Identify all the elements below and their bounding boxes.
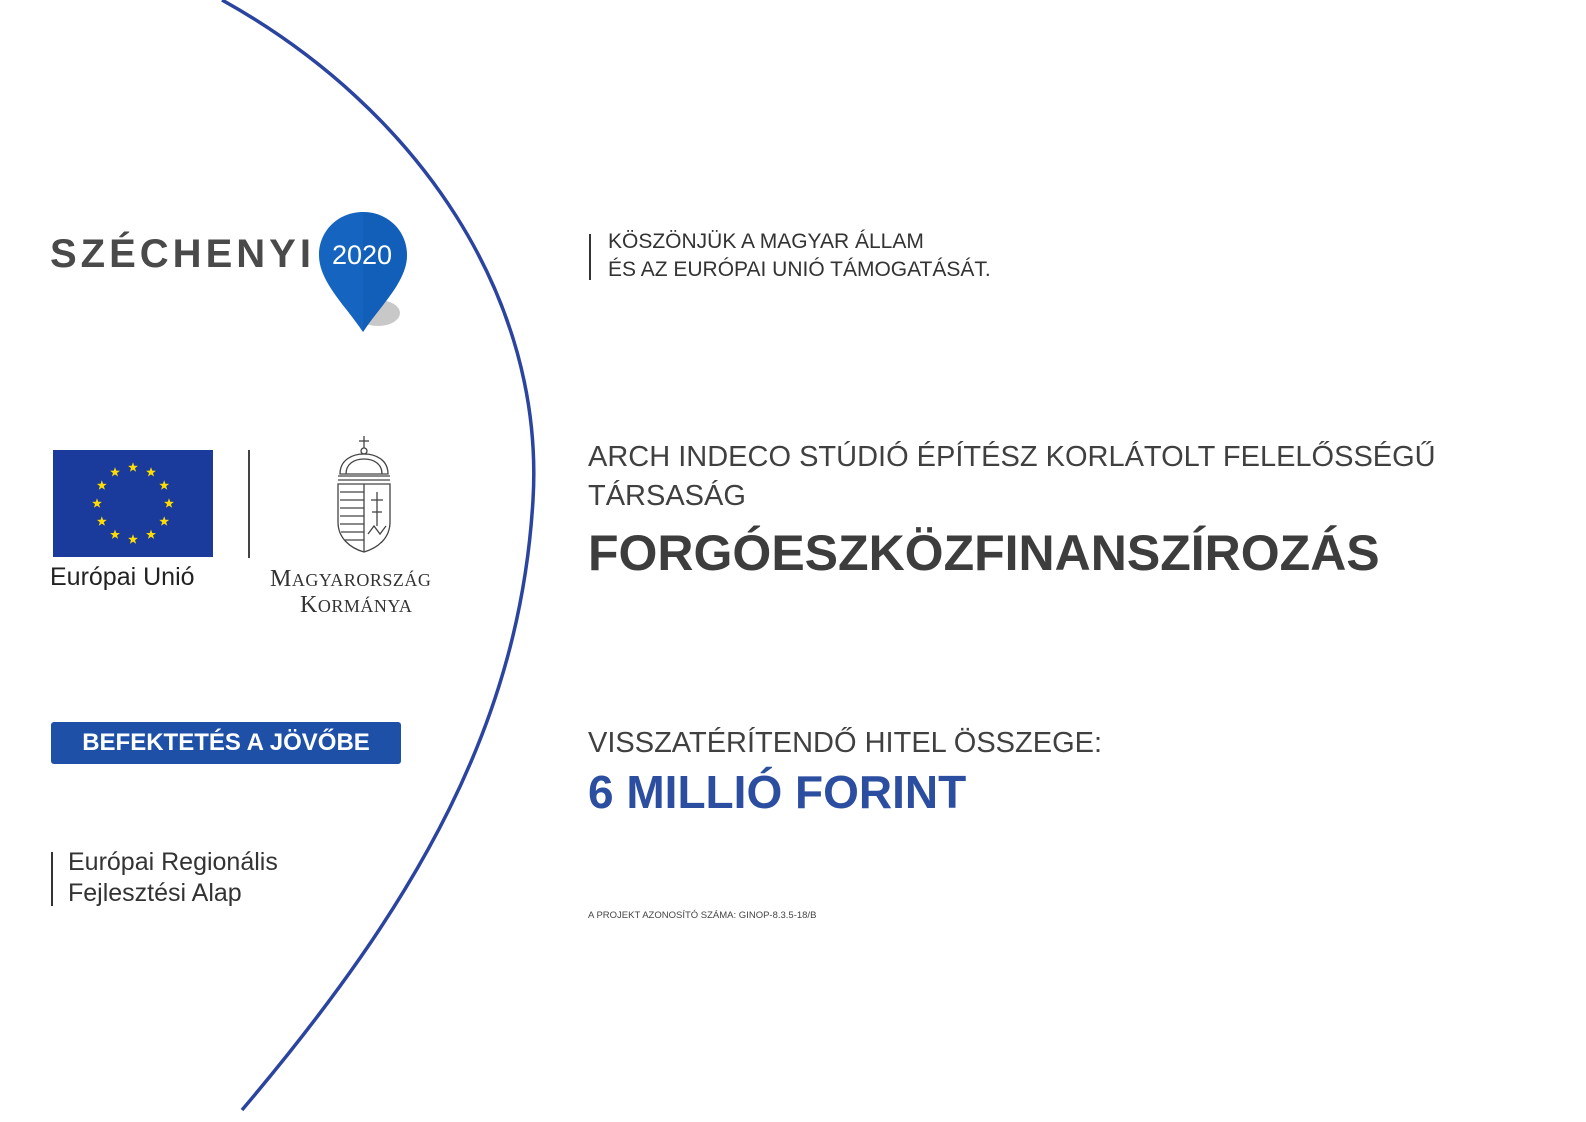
szechenyi-year: 2020 bbox=[331, 240, 393, 270]
project-id: A PROJEKT AZONOSÍTÓ SZÁMA: GINOP-8.3.5-18/B bbox=[588, 910, 817, 921]
company-name-line1: ARCH INDECO STÚDIÓ ÉPÍTÉSZ KORLÁTOLT FELELŐSSÉGŰ bbox=[588, 441, 1436, 473]
map-pin-icon bbox=[316, 210, 416, 340]
government-line2: KORMÁNYA bbox=[300, 592, 413, 618]
project-title: FORGÓESZKÖZFINANSZÍROZÁS bbox=[588, 525, 1380, 581]
loan-amount: 6 MILLIÓ FORINT bbox=[588, 766, 967, 818]
fund-line1: Európai Regionális bbox=[68, 848, 278, 876]
loan-label: VISSZATÉRÍTENDŐ HITEL ÖSSZEGE: bbox=[588, 727, 1103, 759]
eu-flag-icon bbox=[53, 450, 213, 557]
thanks-line1: KÖSZÖNJÜK A MAGYAR ÁLLAM bbox=[608, 230, 924, 253]
fund-line2: Fejlesztési Alap bbox=[68, 879, 242, 907]
fund-divider bbox=[51, 852, 53, 906]
eu-label: Európai Unió bbox=[50, 563, 195, 591]
thanks-divider bbox=[589, 234, 591, 280]
company-name-line2: TÁRSASÁG bbox=[588, 480, 746, 512]
szechenyi-wordmark: SZÉCHENYI bbox=[50, 232, 315, 276]
government-line1: MAGYARORSZÁG bbox=[270, 566, 432, 592]
hungarian-coat-of-arms-icon bbox=[332, 434, 396, 556]
thanks-line2: ÉS AZ EURÓPAI UNIÓ TÁMOGATÁSÁT. bbox=[608, 258, 991, 281]
invest-banner: BEFEKTETÉS A JÖVŐBE bbox=[51, 722, 401, 764]
logo-divider bbox=[248, 450, 250, 558]
